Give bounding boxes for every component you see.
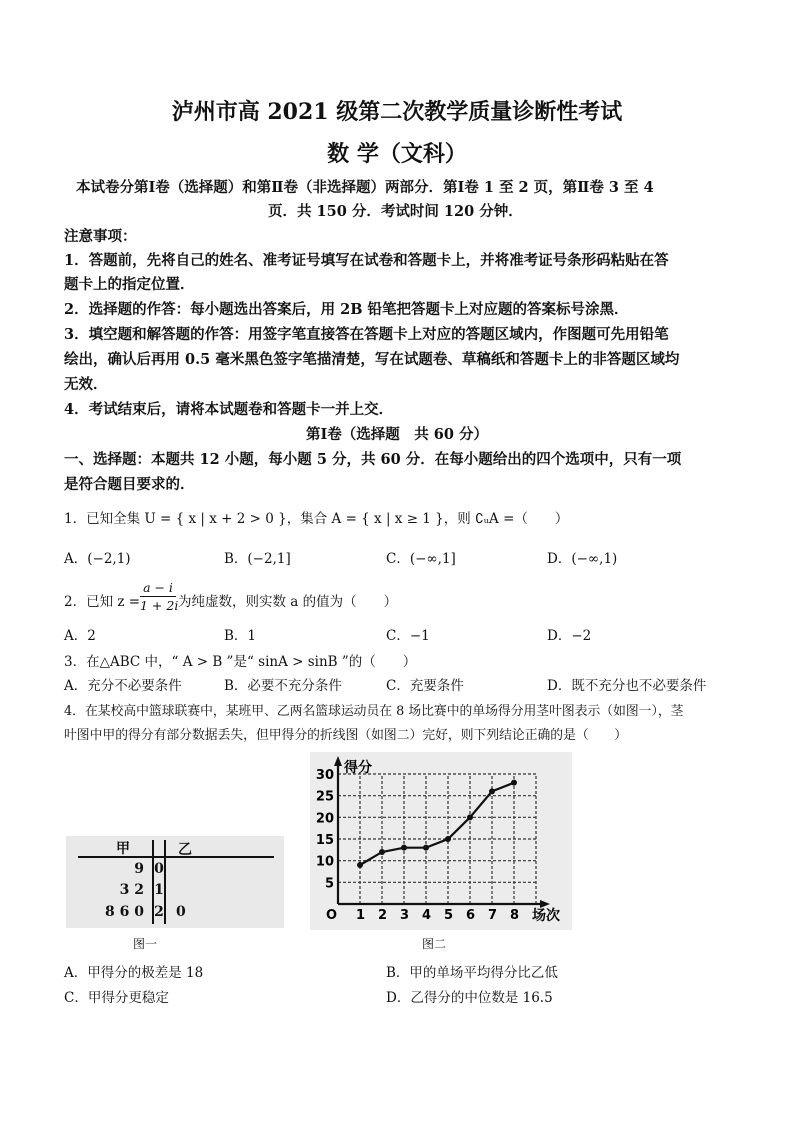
x-tick-label: 6	[466, 908, 476, 923]
figure-1-caption: 图一	[133, 937, 158, 951]
data-point	[357, 862, 363, 868]
data-point	[423, 845, 429, 851]
y-tick-label: 20	[315, 811, 334, 827]
intro-line-2: 页．共 150 分．考试时间 120 分钟．	[268, 203, 523, 220]
q2-numerator: a − i	[140, 580, 176, 597]
x-tick-label: 8	[510, 908, 520, 923]
q1-option-a: A．(−2,1)	[64, 551, 131, 567]
x-tick-label: 7	[488, 908, 498, 923]
q1-option-d: D．(−∞,1)	[547, 551, 618, 567]
question-4-stem: 4．在某校高中篮球联赛中，某班甲、乙两名篮球运动员在 8 场比赛中的单场得分用茎叶图表示（如图一），茎	[64, 704, 684, 719]
y-tick-label: 5	[324, 876, 334, 892]
data-point	[467, 814, 473, 820]
q1-option-c: C．(−∞,1]	[386, 551, 456, 567]
y-tick-label: 30	[315, 768, 334, 783]
page-title: 泸州市高 2021 级第二次教学质量诊断性考试	[171, 99, 623, 125]
data-point	[445, 836, 451, 842]
notes-line: 题卡上的指定位置．	[64, 276, 195, 293]
question-1-stem: 1．已知全集 U = { x | x + 2 > 0 }，集合 A = { x | x ≥ 1 }，则 ∁ᵤA =（ ）	[64, 511, 569, 527]
data-point	[511, 780, 517, 786]
q2-option-a: A．2	[64, 628, 96, 644]
q4-option-b: B．甲的单场平均得分比乙低	[386, 965, 558, 981]
data-point	[379, 849, 385, 855]
y-axis-label: 得分	[344, 760, 372, 776]
q2-option-c: C．−1	[386, 628, 430, 644]
q4-option-d: D．乙得分的中位数是 16.5	[386, 990, 553, 1006]
figure-2-caption: 图二	[422, 937, 447, 951]
line-chart	[310, 752, 572, 930]
data-point	[401, 845, 407, 851]
question-2-suffix: 为纯虚数，则实数 a 的值为（ ）	[178, 594, 398, 610]
x-tick-label: 4	[422, 908, 432, 923]
x-tick-label: 5	[444, 908, 454, 923]
x-tick-label: 2	[378, 908, 388, 923]
stem-leaf-left-leaves: 8 6 0	[105, 904, 144, 920]
notes-line: 1．答题前，先将自己的姓名、准考证号填写在试卷和答题卡上，并将准考证号条形码粘贴在答	[64, 252, 669, 269]
page-subtitle: 数 学（文科）	[327, 141, 467, 167]
x-tick-label: O	[326, 908, 338, 923]
notes-heading: 注意事项：	[64, 228, 137, 245]
stem-leaf-left-leaves: 3 2	[119, 882, 144, 898]
q3-option-b: B．必要不充分条件	[224, 678, 342, 694]
section-title: 第Ⅰ卷（选择题 共 60 分）	[305, 426, 489, 443]
question-4-stem: 叶图中甲的得分有部分数据丢失，但甲得分的折线图（如图二）完好，则下列结论正确的是（ ）	[64, 728, 628, 743]
q2-fraction	[140, 580, 179, 613]
stem-leaf-figure	[66, 836, 284, 928]
notes-line: 无效．	[64, 376, 108, 393]
stem-leaf-right-leaves: 0	[176, 904, 186, 920]
notes-line: 4．考试结束后，请将本试题卷和答题卡一并上交．	[64, 401, 394, 418]
q4-option-c: C．甲得分更稳定	[64, 990, 169, 1006]
q2-option-b: B．1	[224, 628, 257, 644]
q2-option-d: D．−2	[547, 628, 592, 644]
q1-option-b: B．(−2,1]	[224, 551, 291, 567]
notes-line: 2．选择题的作答：每小题选出答案后，用 2B 铅笔把答题卡上对应题的答案标号涂黑．	[64, 301, 629, 318]
section-instruction: 一、选择题：本题共 12 小题，每小题 5 分，共 60 分．在每小题给出的四个选项中，只有一项	[64, 451, 682, 468]
stem-leaf-stem: 0	[154, 861, 164, 877]
q3-option-a: A．充分不必要条件	[64, 678, 182, 694]
stem-leaf-header-rule	[78, 856, 274, 858]
q4-option-a: A．甲得分的极差是 18	[64, 965, 204, 981]
question-3-stem: 3．在△ABC 中，“ A > B ”是“ sinA > sinB ”的（ ）	[64, 654, 417, 670]
q2-denominator: 1 + 2i	[140, 598, 179, 613]
stem-leaf-header-left: 甲	[116, 841, 130, 857]
x-tick-label: 1	[356, 908, 366, 923]
stem-leaf-header-right: 乙	[178, 842, 192, 858]
stem-leaf-stem: 1	[154, 882, 164, 898]
y-tick-label: 25	[315, 789, 334, 805]
stem-leaf-stem: 2	[154, 904, 164, 920]
intro-line-1: 本试卷分第Ⅰ卷（选择题）和第Ⅱ卷（非选择题）两部分．第Ⅰ卷 1 至 2 页，第Ⅱ卷 3 至 4	[76, 179, 654, 196]
section-instruction: 是符合题目要求的．	[64, 476, 195, 493]
y-tick-label: 15	[315, 833, 334, 848]
y-tick-label: 10	[315, 854, 334, 870]
q3-option-d: D．既不充分也不必要条件	[547, 678, 707, 694]
data-point	[489, 788, 495, 794]
q3-option-c: C．充要条件	[386, 678, 464, 694]
notes-line: 3．填空题和解答题的作答：用签字笔直接答在答题卡上对应的答题区域内，作图题可先用铅笔	[64, 326, 669, 343]
x-axis-label: 场次	[532, 908, 560, 924]
question-2-prefix: 2．已知 z =	[64, 594, 141, 610]
notes-line: 绘出，确认后再用 0.5 毫米黑色签字笔描清楚，写在试题卷、草稿纸和答题卡上的非答题区域均	[64, 351, 680, 368]
stem-leaf-left-leaves: 9	[134, 861, 144, 877]
x-tick-label: 3	[400, 908, 410, 923]
